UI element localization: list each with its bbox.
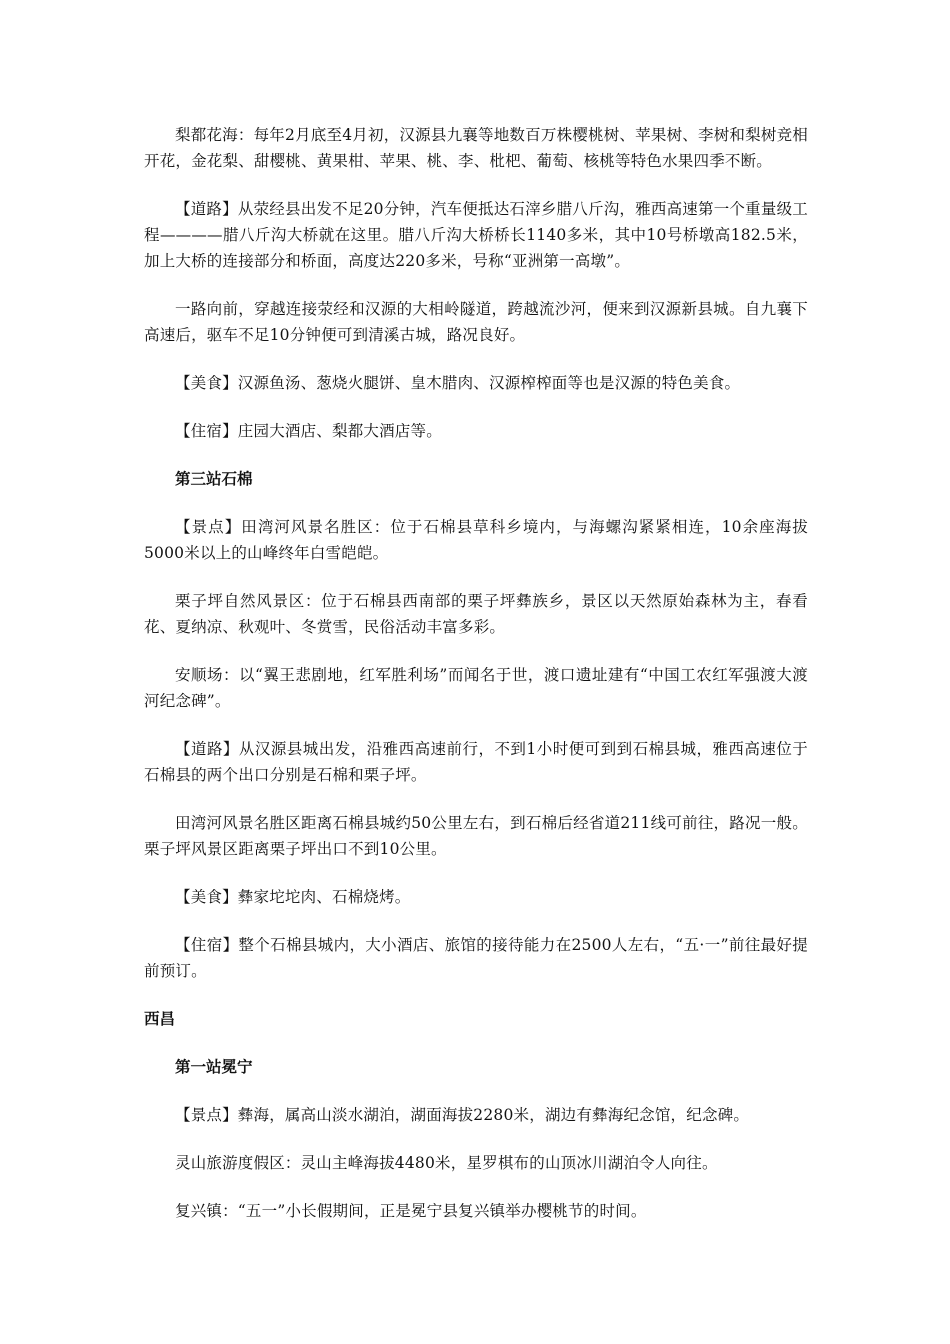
document-page xyxy=(144,122,808,1246)
paragraph-sight-liziping: 栗子坪自然风景区：位于石棉县西南部的栗子坪彝族乡，景区以天然原始森林为主，春看花、夏纳凉、秋观叶、冬赏雪，民俗活动丰富多彩。 xyxy=(144,592,808,636)
section-heading-mianning: 第一站冕宁 xyxy=(175,1058,253,1076)
paragraph-sight-anshunchang: 安顺场：以“翼王悲剧地，红军胜利场”而闻名于世，渡口遗址建有“中国工农红军强渡大渡河纪念碑”。 xyxy=(144,666,808,710)
paragraph-sight-yihai: 【景点】彝海，属高山淡水湖泊，湖面海拔2280米，湖边有彝海纪念馆，纪念碑。 xyxy=(175,1106,750,1124)
paragraph-sight-lingshan: 灵山旅游度假区：灵山主峰海拔4480米，星罗棋布的山顶冰川湖泊令人向往。 xyxy=(175,1154,718,1172)
paragraph-lidu-flower-sea: 梨都花海：每年2月底至4月初，汉源县九襄等地数百万株樱桃树、苹果树、李树和梨树竞相开花，金花梨、甜樱桃、黄果柑、苹果、桃、李、枇杷、葡萄、核桃等特色水果四季不断。 xyxy=(144,126,808,170)
paragraph-route-shimian: 田湾河风景名胜区距离石棉县城约50公里左右，到石棉后经省道211线可前往，路况一般。栗子坪风景区距离栗子坪出口不到10公里。 xyxy=(144,814,808,858)
paragraph-sight-tianwanhe: 【景点】田湾河风景名胜区：位于石棉县草科乡境内，与海螺沟紧紧相连，10余座海拔5000米以上的山峰终年白雪皑皑。 xyxy=(144,518,808,562)
paragraph-route-hanyuan: 一路向前，穿越连接荥经和汉源的大相岭隧道，跨越流沙河，便来到汉源新县城。自九襄下高速后，驱车不足10分钟便可到清溪古城，路况良好。 xyxy=(144,300,808,344)
paragraph-road-shimian: 【道路】从汉源县城出发，沿雅西高速前行，不到1小时便可到到石棉县城，雅西高速位于石棉县的两个出口分别是石棉和栗子坪。 xyxy=(144,740,808,784)
region-heading-xichang: 西昌 xyxy=(144,1010,176,1028)
paragraph-lodging-hanyuan: 【住宿】庄园大酒店、梨都大酒店等。 xyxy=(175,422,442,440)
paragraph-road-hanyuan: 【道路】从荥经县出发不足20分钟，汽车便抵达石滓乡腊八斤沟，雅西高速第一个重量级工程————腊八斤沟大桥就在这里。腊八斤沟大桥桥长1140多米，其中10号桥墩高182.5米，加上大桥的连接部分和桥面，高度达220多米，号称“亚洲第一高墩”。 xyxy=(144,200,808,270)
paragraph-food-hanyuan: 【美食】汉源鱼汤、葱烧火腿饼、皇木腊肉、汉源榨榨面等也是汉源的特色美食。 xyxy=(175,374,741,392)
section-heading-shimian: 第三站石棉 xyxy=(175,470,253,488)
paragraph-food-shimian: 【美食】彝家坨坨肉、石棉烧烤。 xyxy=(175,888,411,906)
paragraph-lodging-shimian: 【住宿】整个石棉县城内，大小酒店、旅馆的接待能力在2500人左右，“五·一”前往最好提前预订。 xyxy=(144,936,808,980)
paragraph-sight-fuxing: 复兴镇：“五一”小长假期间，正是冕宁县复兴镇举办樱桃节的时间。 xyxy=(175,1202,647,1220)
